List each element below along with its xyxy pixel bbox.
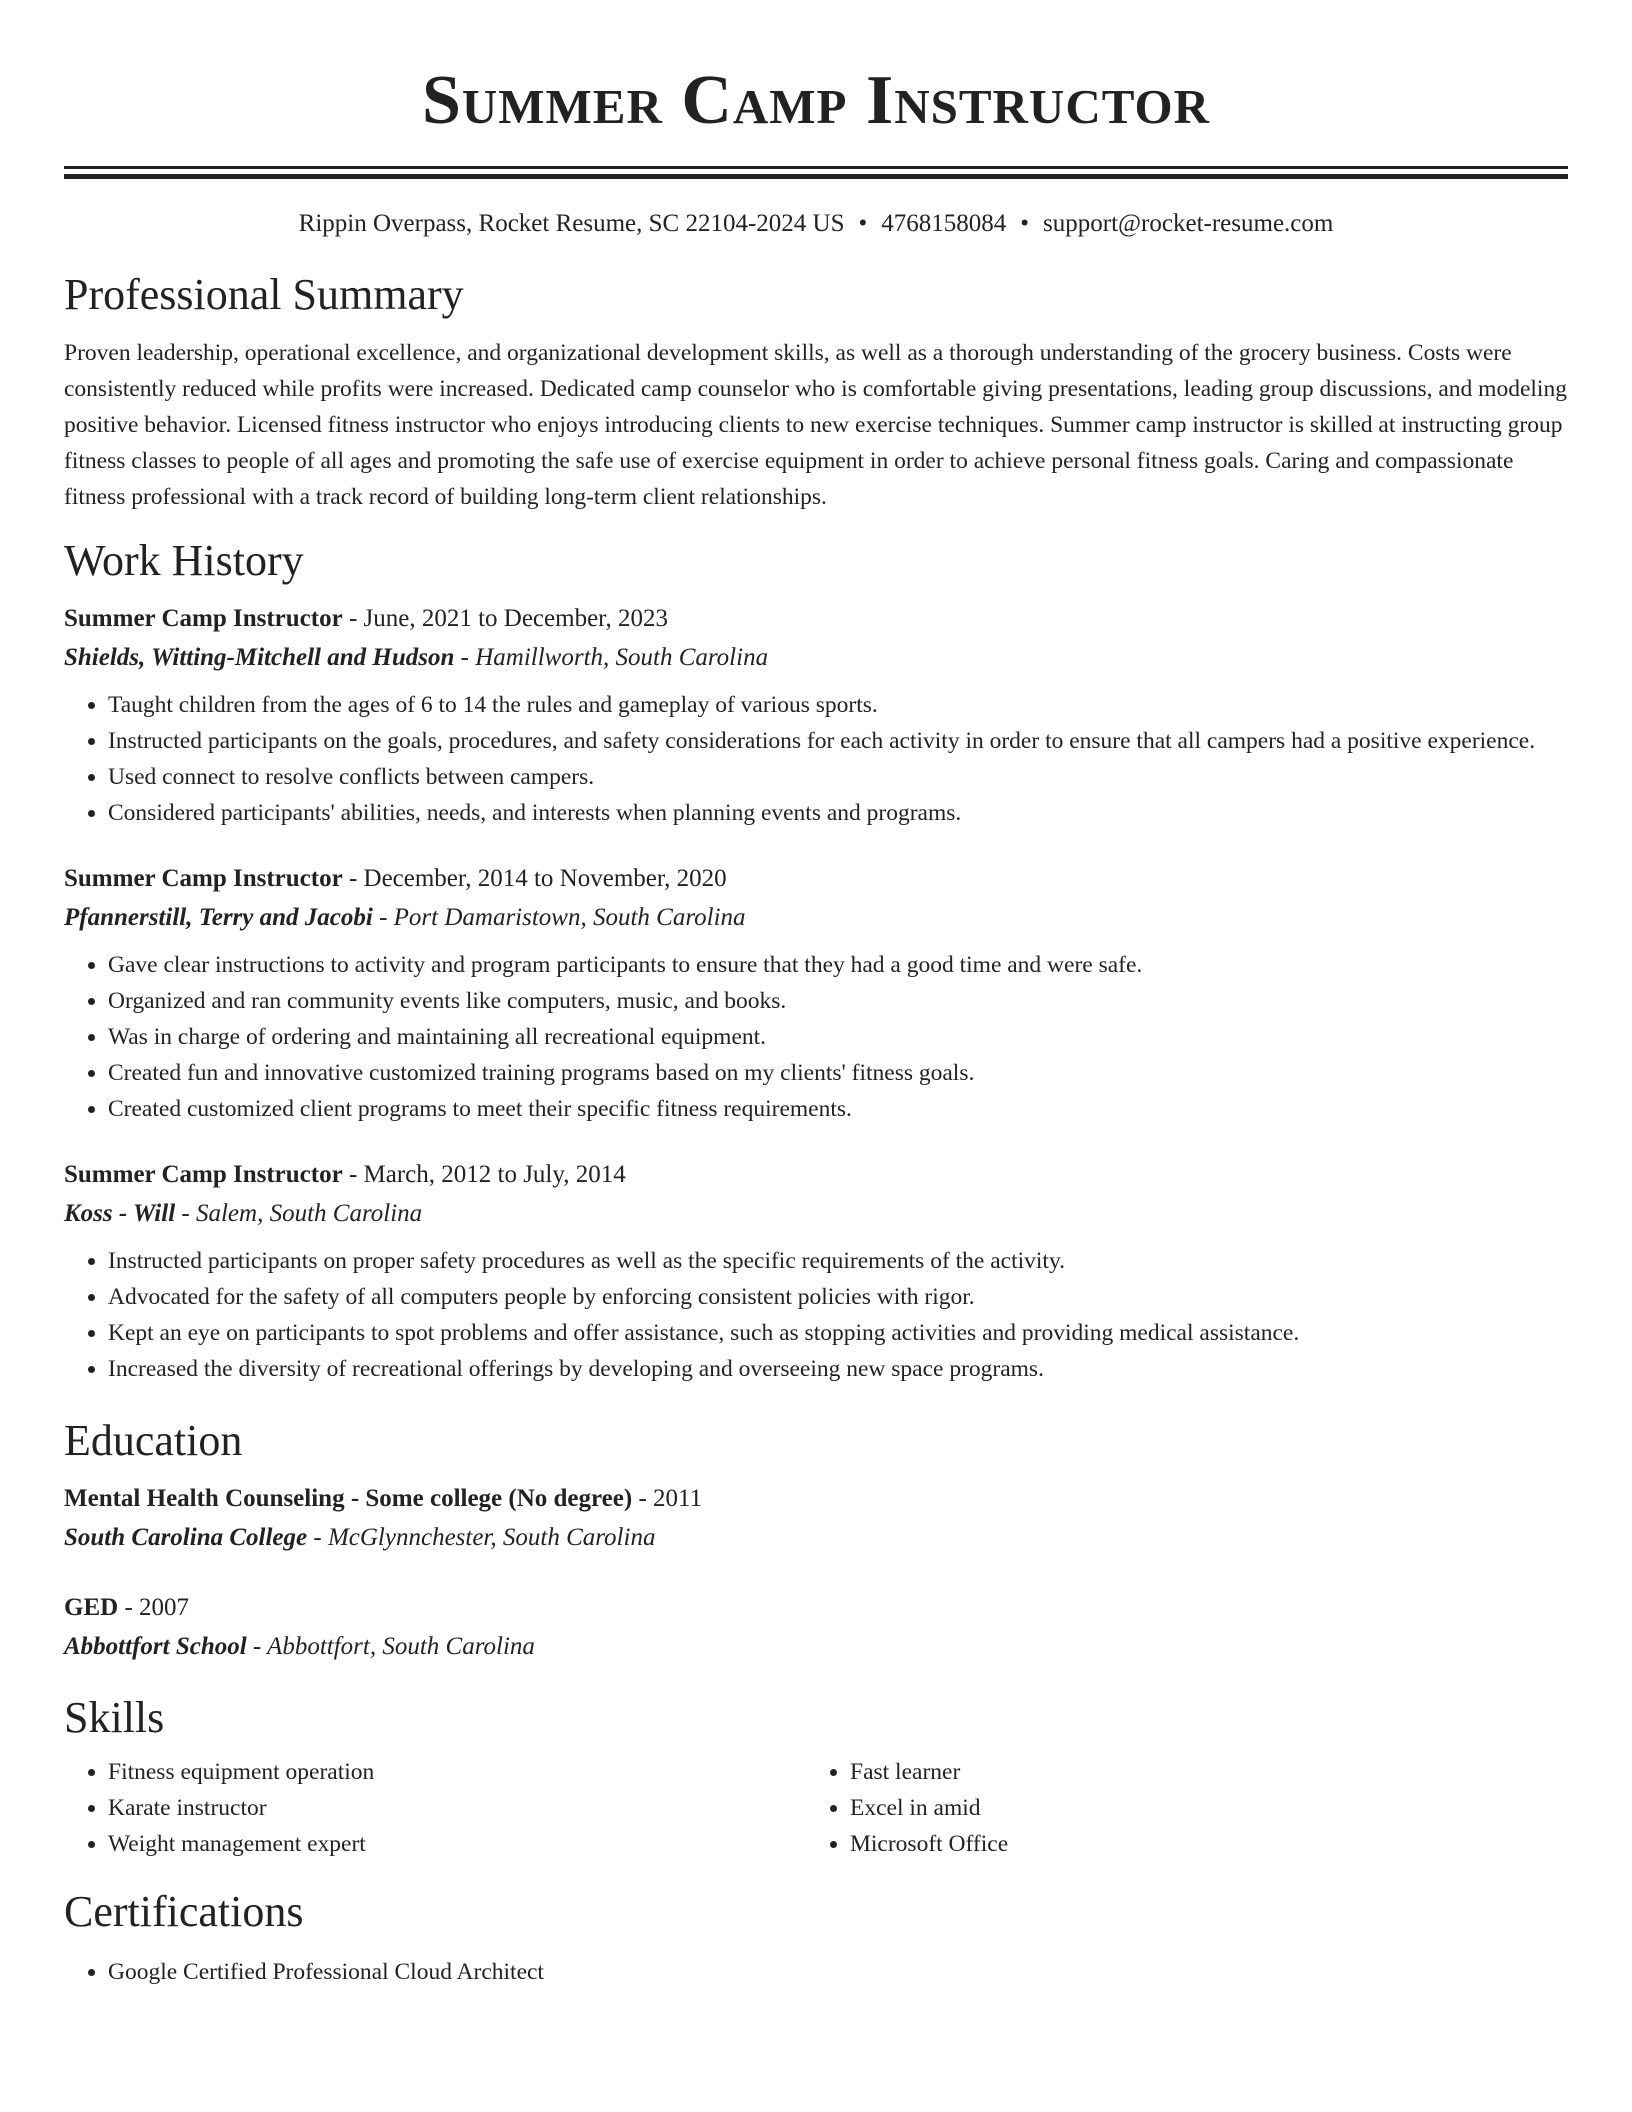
- list-item: • Karate instructor: [108, 1790, 806, 1826]
- list-item: • Created customized client programs to meet their specific fitness requirements.: [108, 1091, 1568, 1127]
- education-entry: [64, 1588, 1568, 1666]
- list-item: • Considered participants' abilities, needs, and interests when planning events and programs.: [108, 795, 1568, 831]
- resume-title: Summer Camp Instructor: [421, 62, 1211, 139]
- contact-address: Rippin Overpass, Rocket Resume, SC 22104-2024 US: [298, 210, 845, 237]
- skills-heading: Skills: [64, 1693, 165, 1742]
- title-divider-top: [64, 166, 1568, 169]
- list-item: • Kept an eye on participants to spot problems and offer assistance, such as stopping activities and providing medical assistance.: [108, 1315, 1568, 1351]
- list-item: • Advocated for the safety of all computers people by enforcing consistent policies with rigor.: [108, 1279, 1568, 1315]
- education-location: - Abbottfort, South Carolina: [246, 1633, 535, 1660]
- education-school-line: [64, 1518, 1568, 1557]
- education-school-line: [64, 1627, 1568, 1666]
- job-entry: [64, 1155, 1568, 1387]
- job-company: Koss - Will: [64, 1200, 176, 1227]
- education-degree: Mental Health Counseling - Some college (No degree): [64, 1485, 633, 1512]
- skills-list: [64, 1754, 1568, 1862]
- job-company: Pfannerstill, Terry and Jacobi: [64, 904, 373, 931]
- education-heading: Education: [64, 1416, 243, 1465]
- list-item: • Instructed participants on the goals, procedures, and safety considerations for each activity in order to ensure that all campers had a positive experience.: [108, 723, 1568, 759]
- job-title: Summer Camp Instructor: [64, 1161, 343, 1188]
- skills-left-list: [64, 1754, 806, 1862]
- list-item: • Instructed participants on proper safety procedures as well as the specific requirements of the activity.: [108, 1243, 1568, 1279]
- contact-email[interactable]: support@rocket-resume.com: [1043, 210, 1334, 237]
- job-title-line: [64, 1155, 1568, 1194]
- job-title: Summer Camp Instructor: [64, 605, 343, 632]
- list-item: • Increased the diversity of recreational offerings by developing and overseeing new space programs.: [108, 1351, 1568, 1387]
- education-year: - 2007: [118, 1594, 190, 1621]
- job-company-line: [64, 1194, 1568, 1233]
- job-title-line: [64, 859, 1568, 898]
- job-location: - Salem, South Carolina: [175, 1200, 423, 1227]
- contact-separator: •: [1020, 210, 1030, 237]
- education-entry: [64, 1479, 1568, 1557]
- education-school: South Carolina College: [64, 1524, 308, 1551]
- contact-phone: 4768158084: [881, 210, 1007, 237]
- education-year: - 2011: [632, 1485, 703, 1512]
- job-company: Shields, Witting-Mitchell and Hudson: [64, 644, 455, 671]
- job-entry: [64, 599, 1568, 831]
- contact-line: [64, 207, 1568, 241]
- list-item: • Excel in amid: [850, 1790, 1548, 1826]
- job-company-line: [64, 898, 1568, 937]
- education-degree-line: [64, 1588, 1568, 1627]
- title-divider-bottom: [64, 174, 1568, 179]
- skills-column-left: [64, 1754, 806, 1862]
- list-item: • Used connect to resolve conflicts between campers.: [108, 759, 1568, 795]
- work-history-heading: Work History: [64, 536, 304, 585]
- job-bullets: [64, 687, 1568, 831]
- job-bullets: [64, 1243, 1568, 1387]
- education-location: - McGlynnchester, South Carolina: [307, 1524, 656, 1551]
- job-dates: - June, 2021 to December, 2023: [342, 605, 668, 632]
- list-item: • Google Certified Professional Cloud Architect: [108, 1954, 1568, 1990]
- job-bullets: [64, 947, 1568, 1127]
- list-item: • Gave clear instructions to activity and program participants to ensure that they had a good time and were safe.: [108, 947, 1568, 983]
- job-dates: - December, 2014 to November, 2020: [342, 865, 727, 892]
- list-item: • Microsoft Office: [850, 1826, 1548, 1862]
- list-item: • Taught children from the ages of 6 to 14 the rules and gameplay of various sports.: [108, 687, 1568, 723]
- certifications-heading: Certifications: [64, 1887, 304, 1936]
- job-dates: - March, 2012 to July, 2014: [342, 1161, 626, 1188]
- skills-right-list: [806, 1754, 1548, 1862]
- job-title-line: [64, 599, 1568, 638]
- job-company-line: [64, 638, 1568, 677]
- skills-column-right: [806, 1754, 1548, 1862]
- education-degree: GED: [64, 1594, 119, 1621]
- education-school: Abbottfort School: [64, 1633, 247, 1660]
- contact-separator: •: [858, 210, 868, 237]
- list-item: • Created fun and innovative customized training programs based on my clients' fitness goals.: [108, 1055, 1568, 1091]
- job-location: - Hamillworth, South Carolina: [454, 644, 769, 671]
- summary-heading: Professional Summary: [64, 270, 464, 319]
- resume-page: [64, 0, 1568, 1990]
- certifications-list: [64, 1954, 1568, 1990]
- list-item: • Fast learner: [850, 1754, 1548, 1790]
- list-item: • Weight management expert: [108, 1826, 806, 1862]
- summary-text: Proven leadership, operational excellence, and organizational development skills, as well as a thorough understanding of the grocery business. Costs were consistently reduced while profits were increased. Dedicated camp counselor who is comfortable giving presentations, leading group discussions, and modeling positive behavior. Licensed fitness instructor who enjoys introducing clients to new exercise techniques. Summer camp instructor is skilled at instructing group fitness classes to people of all ages and promoting the safe use of exercise equipment in order to achieve personal fitness goals. Caring and compassionate fitness professional with a track record of building long-term client relationships.: [64, 340, 1567, 510]
- education-degree-line: [64, 1479, 1568, 1518]
- list-item: • Was in charge of ordering and maintaining all recreational equipment.: [108, 1019, 1568, 1055]
- list-item: • Fitness equipment operation: [108, 1754, 806, 1790]
- list-item: • Organized and ran community events like computers, music, and books.: [108, 983, 1568, 1019]
- job-entry: [64, 859, 1568, 1127]
- job-location: - Port Damaristown, South Carolina: [372, 904, 746, 931]
- job-title: Summer Camp Instructor: [64, 865, 343, 892]
